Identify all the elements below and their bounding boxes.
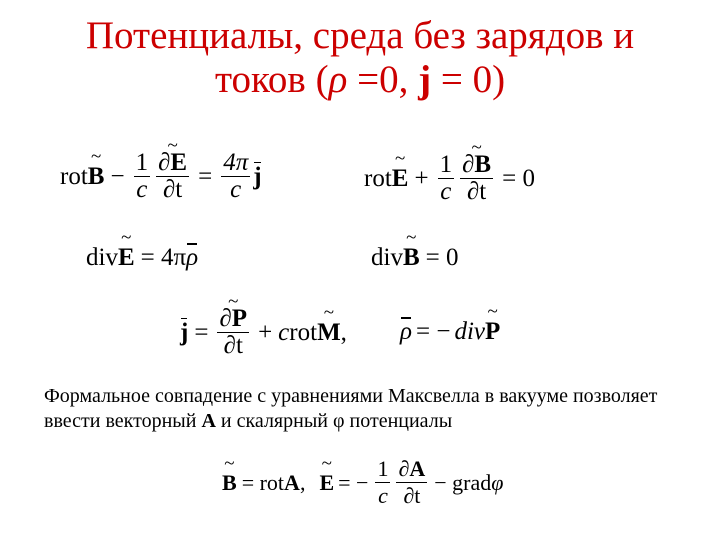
rho-symbol: ρ xyxy=(328,58,348,101)
a-vector: A xyxy=(284,469,300,495)
title-suffix: = 0) xyxy=(431,58,506,101)
equation-rot-b xyxy=(60,150,262,203)
b-vector: ~ B xyxy=(88,163,105,191)
plus-sign: + xyxy=(258,318,273,346)
p-vector: ~ P xyxy=(485,318,500,346)
fraction-db-dt: ~ $\frac{\partial B}{\partial t}$ xyxy=(460,152,493,205)
div-operator: div xyxy=(371,244,403,271)
j-bar: j xyxy=(180,318,189,346)
fraction-one-over-c: $\frac{1}{c}$ xyxy=(439,151,453,205)
title-prefix: токов ( xyxy=(214,58,329,101)
fraction-one-over-c: $\frac{1}{c}$ xyxy=(377,456,389,508)
rot-operator: rot xyxy=(289,318,318,346)
equation-j-bar xyxy=(180,306,347,359)
rot-operator: rot xyxy=(364,164,392,192)
a-symbol: А xyxy=(201,410,216,432)
e-vector: ~ E xyxy=(392,165,409,193)
equation-potentials xyxy=(222,456,503,509)
description-paragraph: Формальное совпадение с уравнениями Максвелла в вакууме позволяет ввести векторный А и скалярный φ потенциалы xyxy=(44,385,658,432)
equals-zero: = 0 xyxy=(502,164,535,192)
e-vector: ~ E xyxy=(319,470,334,496)
plus-sign: + xyxy=(414,164,429,192)
rho-bar: ρ xyxy=(186,244,199,271)
comma: , xyxy=(340,318,347,346)
j-bar: j xyxy=(253,162,262,190)
c-symbol: c xyxy=(278,318,290,346)
j-symbol: j xyxy=(418,58,432,101)
equals-4pi: = 4π xyxy=(140,244,187,271)
equals-rot: = rot xyxy=(241,469,285,495)
div-operator: div xyxy=(86,244,118,271)
equation-div-b xyxy=(371,244,459,272)
fraction-4pi-over-c: $\frac{4\pi}{c}$ xyxy=(223,149,249,203)
b-vector: ~ B xyxy=(403,244,420,272)
equals-sign: = xyxy=(194,318,209,346)
equals-zero: = 0 xyxy=(425,244,459,271)
rot-operator: rot xyxy=(60,162,88,190)
slide-title xyxy=(0,14,720,102)
equation-rho-bar xyxy=(400,318,500,346)
div-operator: div xyxy=(454,318,485,345)
b-vector: ~ B xyxy=(222,470,237,496)
rho-bar: ρ xyxy=(400,318,412,345)
minus-sign: − xyxy=(110,162,125,190)
equals-minus: = − xyxy=(338,469,369,495)
fraction-one-over-c: $\frac{1}{c}$ xyxy=(135,149,149,203)
equals-sign: = xyxy=(198,162,213,190)
fraction-da-dt: $\frac{\partial A}{\partial t}$ xyxy=(398,456,426,508)
phi-symbol: φ xyxy=(491,469,504,495)
title-line-2 xyxy=(0,58,720,102)
e-vector: ~ E xyxy=(118,244,135,272)
minus-grad: − grad xyxy=(434,469,492,495)
m-vector: ~ M xyxy=(317,319,341,347)
comma: , xyxy=(299,469,306,495)
equation-div-e xyxy=(86,244,198,272)
fraction-de-dt: ~ $\frac{\partial E}{\partial t}$ xyxy=(156,150,189,203)
fraction-dp-dt: ~ $\frac{\partial P}{\partial t}$ xyxy=(217,306,249,359)
title-line-1: Потенциалы, среда без зарядов и xyxy=(85,14,635,57)
equals-minus: = − xyxy=(416,318,451,345)
title-mid: =0, xyxy=(347,58,419,101)
equation-rot-e xyxy=(364,152,541,205)
